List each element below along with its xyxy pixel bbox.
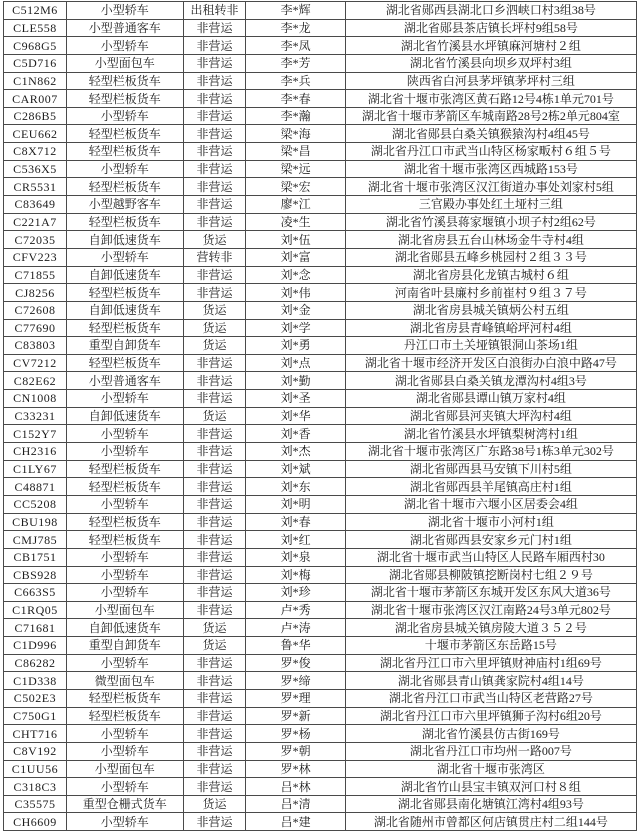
usage-cell: 非营运 — [183, 19, 246, 37]
vehicle-type-cell: 轻型栏板货车 — [66, 213, 183, 231]
vehicle-type-cell: 轻型栏板货车 — [66, 125, 183, 143]
address-cell: 湖北省竹溪县向坝乡双坪村3组 — [345, 54, 636, 72]
address-cell: 湖北省房县城关镇炳公村五组 — [345, 301, 636, 319]
usage-cell: 货运 — [183, 795, 246, 813]
plate-cell: C663S5 — [4, 584, 67, 602]
plate-cell: CH2316 — [4, 443, 67, 461]
address-cell: 湖北省房县城关镇房陵大道３５２号 — [345, 619, 636, 637]
address-cell: 湖北省郧县柳陂镇挖断岗村七组２９号 — [345, 566, 636, 584]
address-cell: 湖北省十堰市张湾区黄石路12号4栋1单元701号 — [345, 90, 636, 108]
owner-cell: 刘*勤 — [246, 372, 345, 390]
owner-cell: 罗*俊 — [246, 654, 345, 672]
plate-cell: C1D996 — [4, 637, 67, 655]
owner-cell: 罗*缔 — [246, 672, 345, 690]
plate-cell: CBS928 — [4, 566, 67, 584]
table-row — [4, 143, 637, 161]
plate-cell: C536X5 — [4, 160, 67, 178]
plate-cell: C1D338 — [4, 672, 67, 690]
vehicle-type-cell: 自卸低速货车 — [66, 407, 183, 425]
address-cell: 湖北省十堰市经济开发区白浪街办白浪中路47号 — [345, 354, 636, 372]
address-cell: 河南省叶县廉村乡前崔村９组３７号 — [345, 284, 636, 302]
plate-cell: C318C3 — [4, 778, 67, 796]
usage-cell: 非营运 — [183, 143, 246, 161]
owner-cell: 刘*金 — [246, 301, 345, 319]
address-cell: 丹江口市土关垭镇银洞山茶场1组 — [345, 337, 636, 355]
address-cell: 湖北省郧西县羊尾镇高庄村1组 — [345, 478, 636, 496]
owner-cell: 罗*理 — [246, 689, 345, 707]
table-row — [4, 707, 637, 725]
usage-cell: 非营运 — [183, 266, 246, 284]
owner-cell: 刘*梅 — [246, 566, 345, 584]
owner-cell: 刘*红 — [246, 531, 345, 549]
plate-cell: CBU198 — [4, 513, 67, 531]
table-row — [4, 72, 637, 90]
plate-cell: CC5208 — [4, 495, 67, 513]
vehicle-type-cell: 轻型栏板货车 — [66, 689, 183, 707]
owner-cell: 鲁*华 — [246, 637, 345, 655]
address-cell: 湖北省竹溪县水坪镇梨树湾村1组 — [345, 425, 636, 443]
table-row — [4, 407, 637, 425]
plate-cell: C35575 — [4, 795, 67, 813]
vehicle-type-cell: 轻型栏板货车 — [66, 531, 183, 549]
owner-cell: 刘*明 — [246, 495, 345, 513]
plate-cell: C1RQ05 — [4, 601, 67, 619]
table-row — [4, 231, 637, 249]
plate-cell: CV7212 — [4, 354, 67, 372]
owner-cell: 刘*念 — [246, 266, 345, 284]
vehicle-type-cell: 小型面包车 — [66, 54, 183, 72]
vehicle-type-cell: 小型轿车 — [66, 584, 183, 602]
plate-cell: C1UU56 — [4, 760, 67, 778]
table-row — [4, 637, 637, 655]
table-row — [4, 813, 637, 831]
plate-cell: C71681 — [4, 619, 67, 637]
owner-cell: 罗*新 — [246, 707, 345, 725]
usage-cell: 非营运 — [183, 601, 246, 619]
usage-cell: 营转非 — [183, 248, 246, 266]
table-row — [4, 213, 637, 231]
vehicle-type-cell: 重型自卸货车 — [66, 337, 183, 355]
plate-cell: C502E3 — [4, 689, 67, 707]
usage-cell: 非营运 — [183, 566, 246, 584]
usage-cell: 非营运 — [183, 707, 246, 725]
vehicle-type-cell: 轻型栏板货车 — [66, 284, 183, 302]
address-cell: 陕西省白河县茅坪镇茅坪村三组 — [345, 72, 636, 90]
usage-cell: 非营运 — [183, 107, 246, 125]
table-row — [4, 742, 637, 760]
vehicle-type-cell: 轻型栏板货车 — [66, 354, 183, 372]
address-cell: 湖北省郧县白桑关镇猴猿沟村4组45号 — [345, 125, 636, 143]
vehicle-type-cell: 轻型栏板货车 — [66, 513, 183, 531]
vehicle-type-cell: 轻型栏板货车 — [66, 90, 183, 108]
table-row — [4, 566, 637, 584]
table-row — [4, 319, 637, 337]
vehicle-type-cell: 小型轿车 — [66, 160, 183, 178]
owner-cell: 李*瀚 — [246, 107, 345, 125]
address-cell: 湖北省郧县五峰乡桃园村２组３３号 — [345, 248, 636, 266]
usage-cell: 非营运 — [183, 213, 246, 231]
address-cell: 湖北省郧县南化塘镇江湾村4组93号 — [345, 795, 636, 813]
usage-cell: 非营运 — [183, 425, 246, 443]
plate-cell: C8X712 — [4, 143, 67, 161]
address-cell: 湖北省十堰市小河村1组 — [345, 513, 636, 531]
owner-cell: 刘*点 — [246, 354, 345, 372]
usage-cell: 非营运 — [183, 689, 246, 707]
usage-cell: 非营运 — [183, 813, 246, 831]
table-row — [4, 196, 637, 214]
table-row — [4, 548, 637, 566]
owner-cell: 刘*东 — [246, 478, 345, 496]
table-row — [4, 178, 637, 196]
plate-cell: C5D716 — [4, 54, 67, 72]
address-cell: 湖北省郧西县马安镇下川村5组 — [345, 460, 636, 478]
owner-cell: 李*凤 — [246, 37, 345, 55]
table-row — [4, 425, 637, 443]
table-row — [4, 778, 637, 796]
usage-cell: 非营运 — [183, 284, 246, 302]
address-cell: 湖北省十堰市茅箭区车城南路28号2栋2单元804室 — [345, 107, 636, 125]
plate-cell: CEU662 — [4, 125, 67, 143]
vehicle-type-cell: 小型轿车 — [66, 778, 183, 796]
table-row — [4, 672, 637, 690]
plate-cell: C286B5 — [4, 107, 67, 125]
vehicle-type-cell: 小型轿车 — [66, 425, 183, 443]
vehicle-type-cell: 轻型栏板货车 — [66, 178, 183, 196]
table-row — [4, 248, 637, 266]
table-row — [4, 390, 637, 408]
table-row — [4, 54, 637, 72]
vehicle-type-cell: 小型轿车 — [66, 813, 183, 831]
owner-cell: 罗*林 — [246, 760, 345, 778]
vehicle-type-cell: 小型越野客车 — [66, 196, 183, 214]
table-row — [4, 301, 637, 319]
usage-cell: 非营运 — [183, 178, 246, 196]
table-row — [4, 495, 637, 513]
plate-cell: CN1008 — [4, 390, 67, 408]
usage-cell: 非营运 — [183, 372, 246, 390]
plate-cell: C48871 — [4, 478, 67, 496]
owner-cell: 吕*清 — [246, 795, 345, 813]
vehicle-type-cell: 轻型栏板货车 — [66, 478, 183, 496]
plate-cell: C8V192 — [4, 742, 67, 760]
vehicle-type-cell: 小型轿车 — [66, 390, 183, 408]
owner-cell: 刘*香 — [246, 425, 345, 443]
address-cell: 湖北省十堰市张湾区 — [345, 760, 636, 778]
plate-cell: CH6609 — [4, 813, 67, 831]
plate-cell: C152Y7 — [4, 425, 67, 443]
vehicle-type-cell: 小型轿车 — [66, 742, 183, 760]
plate-cell: CJ8256 — [4, 284, 67, 302]
address-cell: 湖北省随州市曾都区何店镇贯庄村二组144号 — [345, 813, 636, 831]
table-row — [4, 513, 637, 531]
table-row — [4, 266, 637, 284]
owner-cell: 刘*勇 — [246, 337, 345, 355]
vehicle-type-cell: 小型轿车 — [66, 566, 183, 584]
usage-cell: 出租转非 — [183, 2, 246, 20]
vehicle-type-cell: 轻型栏板货车 — [66, 143, 183, 161]
address-cell: 湖北省竹溪县蒋家堰镇小坝子村2组62号 — [345, 213, 636, 231]
usage-cell: 非营运 — [183, 478, 246, 496]
vehicle-type-cell: 微型面包车 — [66, 672, 183, 690]
usage-cell: 非营运 — [183, 196, 246, 214]
vehicle-registry-table — [3, 1, 637, 831]
vehicle-type-cell: 小型轿车 — [66, 495, 183, 513]
table-row — [4, 760, 637, 778]
vehicle-type-cell: 小型普通客车 — [66, 372, 183, 390]
usage-cell: 非营运 — [183, 672, 246, 690]
usage-cell: 非营运 — [183, 495, 246, 513]
table-row — [4, 90, 637, 108]
plate-cell: C83803 — [4, 337, 67, 355]
owner-cell: 梁*宏 — [246, 178, 345, 196]
owner-cell: 李*春 — [246, 90, 345, 108]
address-cell: 湖北省丹江口市武当山特区老营路27号 — [345, 689, 636, 707]
usage-cell: 非营运 — [183, 460, 246, 478]
address-cell: 湖北省十堰市张湾区广东路38号1栋3单元302号 — [345, 443, 636, 461]
owner-cell: 李*兵 — [246, 72, 345, 90]
usage-cell: 非营运 — [183, 390, 246, 408]
owner-cell: 刘*春 — [246, 513, 345, 531]
usage-cell: 非营运 — [183, 725, 246, 743]
usage-cell: 货运 — [183, 337, 246, 355]
table-body — [4, 2, 637, 831]
table-row — [4, 372, 637, 390]
owner-cell: 刘*华 — [246, 407, 345, 425]
plate-cell: C77690 — [4, 319, 67, 337]
owner-cell: 卢*涛 — [246, 619, 345, 637]
vehicle-type-cell: 重型仓栅式货车 — [66, 795, 183, 813]
address-cell: 三官殿办事处红土垭村三组 — [345, 196, 636, 214]
address-cell: 湖北省竹山县宝丰镇双河口村８组 — [345, 778, 636, 796]
plate-cell: C968G5 — [4, 37, 67, 55]
address-cell: 湖北省十堰市武当山特区人民路车厢西村30 — [345, 548, 636, 566]
vehicle-type-cell: 小型轿车 — [66, 37, 183, 55]
plate-cell: CAR007 — [4, 90, 67, 108]
owner-cell: 刘*杰 — [246, 443, 345, 461]
address-cell: 湖北省丹江口市六里坪镇财神庙村1组69号 — [345, 654, 636, 672]
plate-cell: C1N862 — [4, 72, 67, 90]
usage-cell: 非营运 — [183, 125, 246, 143]
usage-cell: 非营运 — [183, 37, 246, 55]
usage-cell: 货运 — [183, 619, 246, 637]
vehicle-type-cell: 小型轿车 — [66, 248, 183, 266]
vehicle-type-cell: 小型轿车 — [66, 548, 183, 566]
vehicle-type-cell: 自卸低速货车 — [66, 266, 183, 284]
vehicle-type-cell: 小型面包车 — [66, 601, 183, 619]
vehicle-type-cell: 轻型栏板货车 — [66, 460, 183, 478]
address-cell: 湖北省郧县谭山镇万家村4组 — [345, 390, 636, 408]
table-row — [4, 160, 637, 178]
table-row — [4, 337, 637, 355]
table-row — [4, 654, 637, 672]
owner-cell: 刘*斌 — [246, 460, 345, 478]
address-cell: 湖北省竹溪县水坪镇麻河塘村２组 — [345, 37, 636, 55]
usage-cell: 货运 — [183, 319, 246, 337]
owner-cell: 吕*建 — [246, 813, 345, 831]
owner-cell: 凌*生 — [246, 213, 345, 231]
vehicle-type-cell: 小型普通客车 — [66, 19, 183, 37]
table-row — [4, 601, 637, 619]
owner-cell: 廖*江 — [246, 196, 345, 214]
usage-cell: 非营运 — [183, 513, 246, 531]
vehicle-type-cell: 轻型栏板货车 — [66, 319, 183, 337]
table-row — [4, 107, 637, 125]
table-row — [4, 19, 637, 37]
owner-cell: 刘*泉 — [246, 548, 345, 566]
plate-cell: CR5531 — [4, 178, 67, 196]
plate-cell: C72035 — [4, 231, 67, 249]
table-row — [4, 584, 637, 602]
usage-cell: 非营运 — [183, 54, 246, 72]
owner-cell: 李*龙 — [246, 19, 345, 37]
usage-cell: 非营运 — [183, 742, 246, 760]
plate-cell: C750G1 — [4, 707, 67, 725]
plate-cell: CHT716 — [4, 725, 67, 743]
vehicle-type-cell: 轻型栏板货车 — [66, 707, 183, 725]
vehicle-type-cell: 自卸低速货车 — [66, 619, 183, 637]
vehicle-type-cell: 小型面包车 — [66, 760, 183, 778]
address-cell: 湖北省十堰市张湾区汉江街道办事处刘家村5组 — [345, 178, 636, 196]
plate-cell: C1LY67 — [4, 460, 67, 478]
table-row — [4, 795, 637, 813]
plate-cell: CMJ785 — [4, 531, 67, 549]
owner-cell: 罗*杨 — [246, 725, 345, 743]
owner-cell: 刘*学 — [246, 319, 345, 337]
owner-cell: 李*芳 — [246, 54, 345, 72]
owner-cell: 梁*昌 — [246, 143, 345, 161]
address-cell: 湖北省郧西县湖北口乡泗峡口村3组38号 — [345, 2, 636, 20]
owner-cell: 刘*伟 — [246, 284, 345, 302]
address-cell: 湖北省郧县河夹镇大坪沟村4组 — [345, 407, 636, 425]
owner-cell: 刘*圣 — [246, 390, 345, 408]
plate-cell: C86282 — [4, 654, 67, 672]
table-row — [4, 443, 637, 461]
plate-cell: C33231 — [4, 407, 67, 425]
owner-cell: 刘*伍 — [246, 231, 345, 249]
table-row — [4, 2, 637, 20]
owner-cell: 卢*秀 — [246, 601, 345, 619]
owner-cell: 刘*富 — [246, 248, 345, 266]
usage-cell: 货运 — [183, 231, 246, 249]
plate-cell: C221A7 — [4, 213, 67, 231]
address-cell: 湖北省十堰市茅箭区东城开发区东风大道36号 — [345, 584, 636, 602]
owner-cell: 罗*朝 — [246, 742, 345, 760]
owner-cell: 刘*珍 — [246, 584, 345, 602]
address-cell: 湖北省郧西县安家乡元门村1组 — [345, 531, 636, 549]
address-cell: 湖北省十堰市张湾区汉江南路24号3单元802号 — [345, 601, 636, 619]
address-cell: 湖北省郧县青山镇龚家院村4组14号 — [345, 672, 636, 690]
vehicle-type-cell: 小型轿车 — [66, 2, 183, 20]
address-cell: 湖北省房县五台山林场金牛寺村4组 — [345, 231, 636, 249]
vehicle-type-cell: 重型自卸货车 — [66, 637, 183, 655]
vehicle-type-cell: 小型轿车 — [66, 654, 183, 672]
table-row — [4, 284, 637, 302]
table-row — [4, 125, 637, 143]
plate-cell: C71855 — [4, 266, 67, 284]
table-row — [4, 725, 637, 743]
address-cell: 湖北省郧县茶店镇长坪村9组58号 — [345, 19, 636, 37]
plate-cell: C72608 — [4, 301, 67, 319]
owner-cell: 梁*海 — [246, 125, 345, 143]
address-cell: 湖北省丹江口市均州一路007号 — [345, 742, 636, 760]
plate-cell: CFV223 — [4, 248, 67, 266]
vehicle-type-cell: 小型轿车 — [66, 443, 183, 461]
usage-cell: 货运 — [183, 637, 246, 655]
usage-cell: 非营运 — [183, 72, 246, 90]
plate-cell: C83649 — [4, 196, 67, 214]
usage-cell: 非营运 — [183, 90, 246, 108]
usage-cell: 非营运 — [183, 584, 246, 602]
address-cell: 湖北省丹江口市武当山特区杨家畈村６组５号 — [345, 143, 636, 161]
owner-cell: 梁*远 — [246, 160, 345, 178]
address-cell: 湖北省十堰市六堰小区居委会4组 — [345, 495, 636, 513]
plate-cell: CLE558 — [4, 19, 67, 37]
usage-cell: 货运 — [183, 407, 246, 425]
plate-cell: C82E62 — [4, 372, 67, 390]
usage-cell: 非营运 — [183, 160, 246, 178]
usage-cell: 非营运 — [183, 443, 246, 461]
address-cell: 湖北省竹溪县仿古街169号 — [345, 725, 636, 743]
address-cell: 十堰市茅箭区东岳路15号 — [345, 637, 636, 655]
owner-cell: 李*辉 — [246, 2, 345, 20]
vehicle-type-cell: 自卸低速货车 — [66, 231, 183, 249]
vehicle-type-cell: 小型轿车 — [66, 725, 183, 743]
vehicle-type-cell: 轻型栏板货车 — [66, 72, 183, 90]
address-cell: 湖北省房县青峰镇峪坪河村4组 — [345, 319, 636, 337]
address-cell: 湖北省房县化龙镇古城村６组 — [345, 266, 636, 284]
table-row — [4, 460, 637, 478]
table-row — [4, 619, 637, 637]
plate-cell: CB1751 — [4, 548, 67, 566]
usage-cell: 非营运 — [183, 760, 246, 778]
table-row — [4, 531, 637, 549]
usage-cell: 非营运 — [183, 548, 246, 566]
vehicle-type-cell: 自卸低速货车 — [66, 301, 183, 319]
vehicle-type-cell: 小型轿车 — [66, 107, 183, 125]
address-cell: 湖北省丹江口市六里坪镇狮子沟村6组20号 — [345, 707, 636, 725]
owner-cell: 吕*林 — [246, 778, 345, 796]
table-row — [4, 37, 637, 55]
usage-cell: 货运 — [183, 301, 246, 319]
usage-cell: 非营运 — [183, 354, 246, 372]
table-row — [4, 354, 637, 372]
usage-cell: 非营运 — [183, 654, 246, 672]
table-row — [4, 478, 637, 496]
usage-cell: 非营运 — [183, 778, 246, 796]
plate-cell: C512M6 — [4, 2, 67, 20]
usage-cell: 非营运 — [183, 531, 246, 549]
table-row — [4, 689, 637, 707]
address-cell: 湖北省郧县白桑关镇龙潭沟村4组3号 — [345, 372, 636, 390]
address-cell: 湖北省十堰市张湾区西城路153号 — [345, 160, 636, 178]
